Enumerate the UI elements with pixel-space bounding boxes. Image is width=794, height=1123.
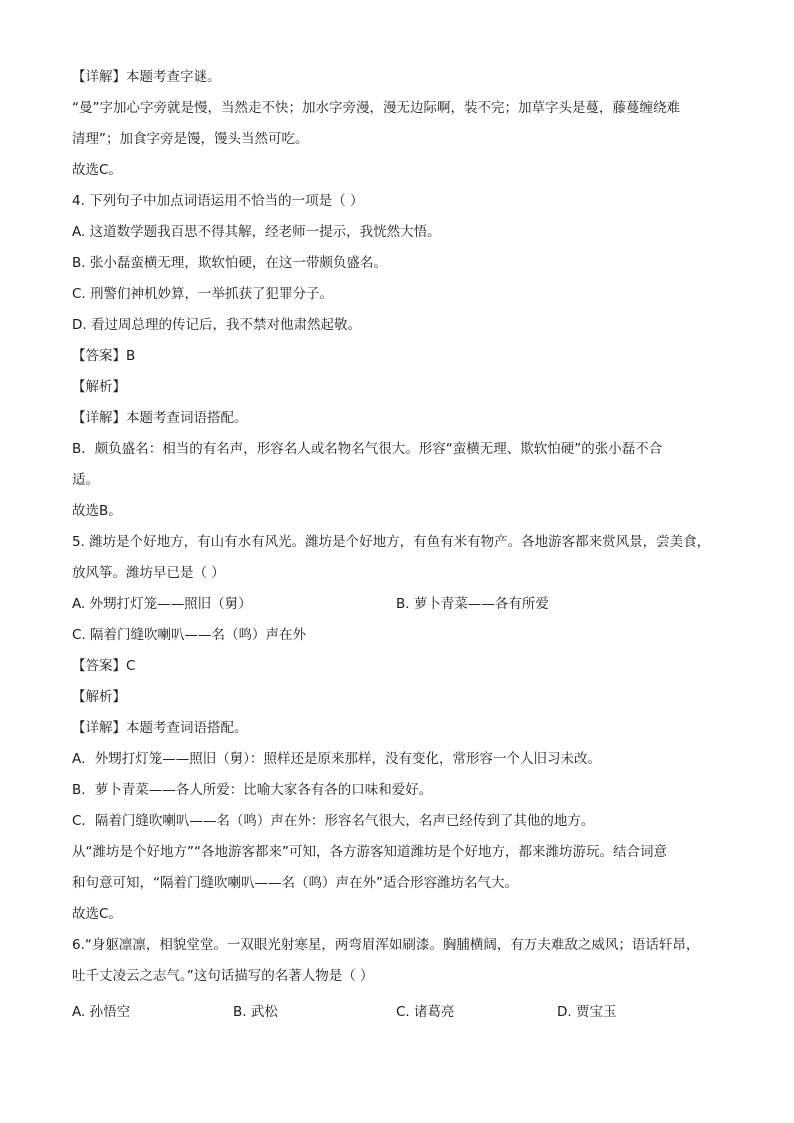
text-line: 适。 (72, 472, 99, 488)
question-4-option-b: B. 张小磊蛮横无理，欺软怕硬，在这一带颇负盛名。 (72, 255, 387, 271)
question-4-option-d: D. 看过周总理的传记后，我不禁对他肃然起敬。 (72, 317, 361, 333)
text-line: 故选B。 (72, 503, 122, 519)
text-line: 故选C。 (72, 906, 122, 922)
analysis-label: 【解析】 (72, 379, 126, 395)
question-5-option-c: C. 隔着门缝吹喇叭——名（鸣）声在外 (72, 627, 307, 643)
question-6-stem: 吐千丈凌云之志气。”这句话描写的名著人物是（ ） (72, 968, 374, 984)
text-line: 【详解】本题考查词语搭配。 (72, 720, 248, 736)
text-line: B．萝卜青菜——各人所爱：比喻大家各有各的口味和爱好。 (72, 782, 433, 798)
text-line: 从“潍坊是个好地方”“各地游客都来”可知，各方游客知道潍坊是个好地方，都来潍坊游玩。结合词意 (72, 844, 667, 860)
answer-label: 【答案】C (72, 658, 136, 674)
text-line: 清理”；加食字旁是馒，馒头当然可吃。 (72, 131, 309, 147)
question-6-stem: 6.“身躯凛凛，相貌堂堂。一双眼光射寒星，两弯眉浑如刷漆。胸脯横阔，有万夫难敌之威风；语话轩昂， (72, 937, 700, 953)
text-line: B．颇负盛名：相当的有名声，形容名人或名物名气很大。形容“蛮横无理、欺软怕硬”的张小磊不合 (72, 441, 663, 457)
text-line: C．隔着门缝吹喇叭——名（鸣）声在外：形容名气很大，名声已经传到了其他的地方。 (72, 813, 595, 829)
question-6-option-b: B. 武松 (233, 1004, 278, 1020)
answer-label: 【答案】B (72, 348, 136, 364)
text-line: “曼”字加心字旁就是慢，当然走不快；加水字旁漫，漫无边际啊，装不完；加草字头是蔓，藤蔓缠绕难 (72, 100, 680, 116)
question-4-option-a: A. 这道数学题我百思不得其解，经老师一提示，我恍然大悟。 (72, 224, 441, 240)
question-6-option-a: A. 孙悟空 (72, 1004, 131, 1020)
text-line: 故选C。 (72, 162, 122, 178)
question-6-option-d: D. 贾宝玉 (557, 1004, 617, 1020)
question-4-stem: 4. 下列句子中加点词语运用不恰当的一项是（ ） (72, 193, 364, 209)
text-line: 【详解】本题考查字谜。 (72, 69, 221, 85)
question-4-option-c: C. 刑警们神机妙算，一举抓获了犯罪分子。 (72, 286, 334, 302)
question-5-stem: 放风筝。潍坊早已是（ ） (72, 565, 225, 581)
text-line: 【详解】本题考查词语搭配。 (72, 410, 248, 426)
analysis-label: 【解析】 (72, 689, 126, 705)
text-line: A．外甥打灯笼——照旧（舅）：照样还是原来那样，没有变化，常形容一个人旧习未改。 (72, 751, 601, 767)
question-5-option-a: A. 外甥打灯笼——照旧（舅） (72, 596, 252, 612)
question-5-option-b: B. 萝卜青菜——各有所爱 (396, 596, 549, 612)
question-5-stem: 5. 潍坊是个好地方，有山有水有风光。潍坊是个好地方，有鱼有米有物产。各地游客都来赏风景，尝美食， (72, 534, 711, 550)
text-line: 和句意可知，“隔着门缝吹喇叭——名（鸣）声在外”适合形容潍坊名气大。 (72, 875, 518, 891)
question-6-option-c: C. 诸葛亮 (396, 1004, 455, 1020)
